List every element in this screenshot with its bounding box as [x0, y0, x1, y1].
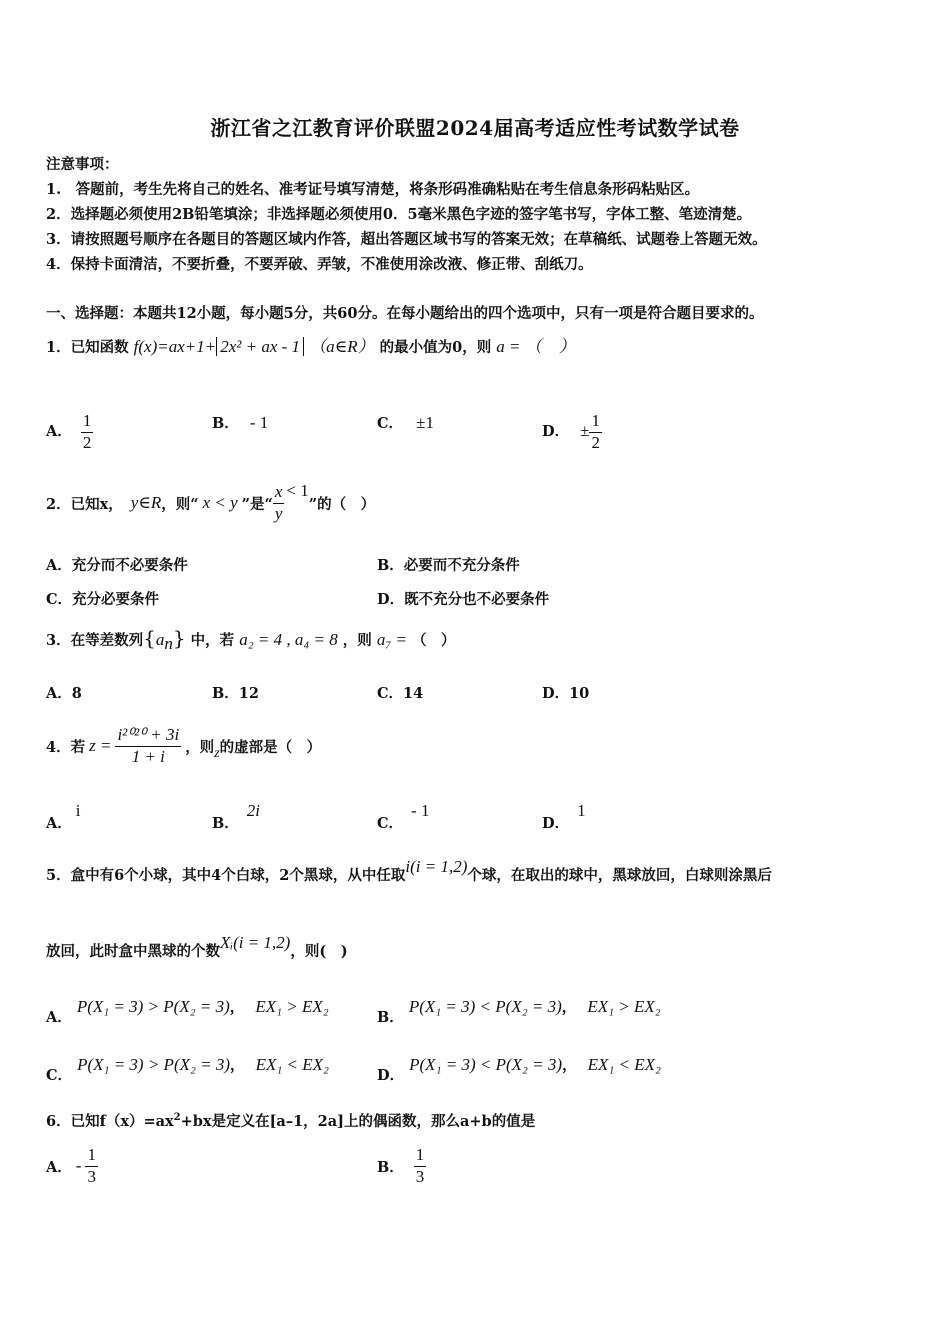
q1-option-b-label: B． [212, 415, 239, 432]
q5-option-c-sep: ， [230, 1057, 245, 1074]
q4-suffix: 的虚部是（ ） [219, 738, 322, 756]
q3-prefix: 3．在等差数列 [46, 632, 144, 649]
q5-option-c-e: EX₁ < EX₂ [255, 1055, 329, 1074]
q1-option-b[interactable] [212, 412, 268, 433]
q5-option-d-sep: ， [562, 1057, 577, 1074]
q1-option-d-label: D． [542, 423, 570, 441]
q2-option-c-label: C． [46, 591, 73, 608]
q1-option-d[interactable] [542, 412, 602, 452]
question-1 [46, 332, 576, 357]
q3-option-c-label: C． [377, 685, 404, 702]
q2-option-b-text: 必要而不充分条件 [403, 557, 520, 574]
q3-option-a[interactable] [46, 682, 82, 703]
q5-option-d[interactable] [377, 1054, 661, 1084]
q2-option-b[interactable] [377, 554, 520, 575]
q5-option-d-e: EX₁ < EX₂ [587, 1055, 661, 1074]
q3-suffix: （ ） [412, 632, 456, 649]
q2-expr2-tail: < 1 [286, 481, 309, 500]
q5-line2-a: 放回，此时盒中黑球的个数 [46, 943, 220, 960]
q4-option-d-text: 1 [577, 801, 586, 820]
q5-option-c[interactable] [46, 1054, 329, 1084]
q3-ask: a₇ = [376, 630, 407, 649]
q5-option-b-p: P(X₁ = 3) < P(X₂ = 3) [408, 997, 562, 1016]
notice-item-3: 3．请按照题号顺序在各题目的答题区域内作答，超出答题区域书写的答案无效；在草稿纸、试题卷上答题无效。 [46, 231, 767, 248]
q5-option-b-sep: ， [561, 999, 577, 1016]
q2-option-a-label: A． [46, 557, 72, 574]
q3-option-b[interactable] [212, 682, 259, 703]
q4-option-b-label: B． [212, 815, 239, 832]
q2-option-a[interactable] [46, 554, 188, 575]
q1-option-b-text: - 1 [249, 413, 269, 432]
q3-option-c[interactable] [377, 682, 423, 703]
q1-option-a-label: A． [46, 423, 72, 441]
q5-line2-b: ，则( ) [290, 943, 348, 960]
q4-option-b-text: 2i [246, 801, 260, 820]
section-heading: 一、选择题：本题共12小题，每小题5分，共60分。在每小题给出的四个选项中，只有一项是符合题目要求的。 [46, 305, 764, 322]
q5-option-a-label: A． [46, 1009, 72, 1026]
q3-mid2: ，则 [342, 632, 372, 649]
q1-cond: （a∈R） [309, 337, 375, 356]
q2-suffix: ”的（ ） [308, 495, 376, 513]
q3-option-d-text: 10 [569, 685, 590, 702]
q3-seq: a [155, 630, 165, 649]
q4-frac [115, 726, 181, 766]
q2-mid: ，则“ [161, 495, 199, 513]
q3-cond: a₂ = 4 , a₄ = 8 [239, 630, 338, 649]
q1-func: f(x)=ax+1+ [133, 337, 217, 356]
q4-option-a-label: A． [46, 815, 72, 832]
q6-text-a: 6．已知f（x）=ax [46, 1113, 174, 1130]
q6-option-b-den: 3 [415, 1166, 425, 1186]
q2-option-c-text: 充分必要条件 [72, 591, 160, 608]
q1-option-a-num: 1 [81, 412, 94, 433]
q6-option-b-frac [414, 1146, 427, 1186]
page-title: 浙江省之江教育评价联盟2024届高考适应性考试数学试卷 [210, 116, 740, 140]
q3-option-c-text: 14 [403, 685, 424, 702]
q6-option-b[interactable] [377, 1146, 426, 1186]
q2-mid2: ”是“ [241, 495, 273, 513]
notice-item-1: 1. 答题前，考生先将自己的姓名、准考证号填写清楚，将条形码准确粘贴在考生信息条形码粘贴区。 [46, 181, 700, 198]
q5-line1-b: 个球，在取出的球中，黑球放回，白球则涂黑后 [467, 867, 772, 884]
q3-mid: 中，若 [190, 632, 235, 649]
q2-option-c[interactable] [46, 588, 159, 609]
q1-option-c-text: ±1 [416, 413, 434, 432]
q3-option-b-label: B． [212, 685, 239, 702]
q4-option-d[interactable] [542, 801, 586, 833]
q6-text-b: +bx是定义在[a–1，2a]上的偶函数，那么a+b的值是 [180, 1113, 536, 1130]
q1-prefix: 1．已知函数 [46, 339, 129, 356]
q3-option-a-label: A． [46, 685, 72, 702]
q2-option-a-text: 充分而不必要条件 [71, 557, 188, 574]
notice-item-2: 2．选择题必须使用2B铅笔填涂；非选择题必须使用0．5毫米黑色字迹的签字笔书写，字体工整、笔迹清楚。 [46, 206, 752, 223]
q4-option-d-label: D． [542, 815, 570, 832]
q5-option-a-p: P(X₁ = 3) > P(X₂ = 3) [76, 997, 230, 1016]
q5-option-a-e: EX₁ > EX₂ [255, 997, 329, 1016]
q2-option-d-label: D． [377, 591, 405, 608]
q4-lhs: z = [89, 736, 112, 755]
q5-expr1: i(i = 1,2) [405, 857, 468, 876]
q3-seq-brace-open: { [143, 626, 156, 650]
q6-option-a-num: 1 [85, 1146, 98, 1167]
q3-option-d-label: D． [542, 685, 570, 702]
q1-abs: 2x² + ax - 1 [216, 337, 304, 356]
q1-ask: a = （ ） [496, 337, 576, 356]
q1-option-d-num: 1 [589, 412, 602, 433]
q4-den: 1 + i [131, 746, 165, 766]
q5-option-d-label: D． [377, 1067, 405, 1084]
question-3 [46, 626, 456, 654]
q4-option-a[interactable] [46, 801, 81, 833]
q6-option-a-label: A． [46, 1158, 72, 1176]
q2-num: x [273, 483, 285, 504]
q2-prefix: 2．已知x， [46, 495, 123, 513]
question-6 [46, 1110, 535, 1131]
notice-item-4: 4．保持卡面清洁，不要折叠，不要弄破、弄皱，不准使用涂改液、修正带、刮纸刀。 [46, 256, 593, 273]
q1-option-c[interactable] [377, 412, 434, 433]
q5-line1-a: 5．盒中有6个小球，其中4个白球，2个黑球，从中任取 [46, 867, 406, 884]
q6-option-a-den: 3 [87, 1166, 96, 1186]
q2-option-b-label: B． [377, 557, 404, 574]
q4-option-c-text: - 1 [411, 801, 430, 820]
q5-option-a-sep: ， [229, 999, 245, 1016]
q1-option-a[interactable] [46, 412, 93, 452]
q2-option-d[interactable] [377, 588, 549, 609]
q3-seq-sub: n [164, 633, 173, 653]
question-2 [46, 478, 375, 528]
q4-prefix: 4．若 [46, 738, 86, 756]
q4-num: i²⁰²⁰ + 3i [115, 726, 181, 747]
q2-expr1: x < y [202, 493, 238, 512]
q6-option-a-frac [85, 1146, 98, 1186]
q5-option-b[interactable] [377, 996, 661, 1026]
q3-option-a-text: 8 [71, 685, 82, 702]
q5-option-b-label: B． [377, 1009, 404, 1026]
q1-option-d-frac [589, 412, 602, 452]
q1-option-c-label: C． [377, 415, 404, 432]
q2-cond: y∈R [130, 493, 162, 512]
q5-option-a[interactable] [46, 996, 329, 1026]
notice-heading: 注意事项： [46, 156, 119, 173]
q5-option-c-p: P(X₁ = 3) > P(X₂ = 3) [77, 1055, 231, 1074]
q5-option-c-label: C． [46, 1067, 73, 1084]
q4-option-a-text: i [75, 801, 81, 820]
q5-option-b-e: EX₁ > EX₂ [587, 997, 661, 1016]
q5-expr2: Xᵢ(i = 1,2) [220, 933, 291, 952]
q1-option-d-sign: ± [580, 421, 590, 441]
q4-option-c-label: C． [377, 815, 404, 832]
question-5-line-1 [46, 857, 772, 885]
question-4 [46, 720, 321, 772]
q4-var: z [214, 746, 220, 761]
q2-den: y [274, 503, 283, 523]
q1-option-a-frac [81, 412, 94, 452]
q4-option-c[interactable] [377, 801, 430, 833]
q3-option-b-text: 12 [238, 685, 259, 702]
q1-option-d-den: 2 [591, 432, 600, 452]
q1-option-a-den: 2 [82, 432, 92, 452]
q2-option-d-text: 既不充分也不必要条件 [404, 591, 550, 608]
q1-suffix: 的最小值为0，则 [379, 339, 492, 356]
q6-option-b-label: B． [377, 1158, 404, 1176]
q4-mid: ，则 [185, 738, 215, 756]
q6-option-b-num: 1 [414, 1146, 427, 1167]
q6-sup: 2 [173, 1112, 181, 1124]
q4-option-b[interactable] [212, 801, 260, 833]
question-5-line-2 [46, 933, 348, 961]
q3-option-d[interactable] [542, 682, 589, 703]
q5-option-d-p: P(X₁ = 3) < P(X₂ = 3) [409, 1055, 563, 1074]
q3-seq-brace-close: } [172, 626, 186, 650]
q6-option-a-sign: - [75, 1156, 82, 1176]
q6-option-a[interactable] [46, 1146, 98, 1186]
q2-frac [273, 483, 285, 523]
